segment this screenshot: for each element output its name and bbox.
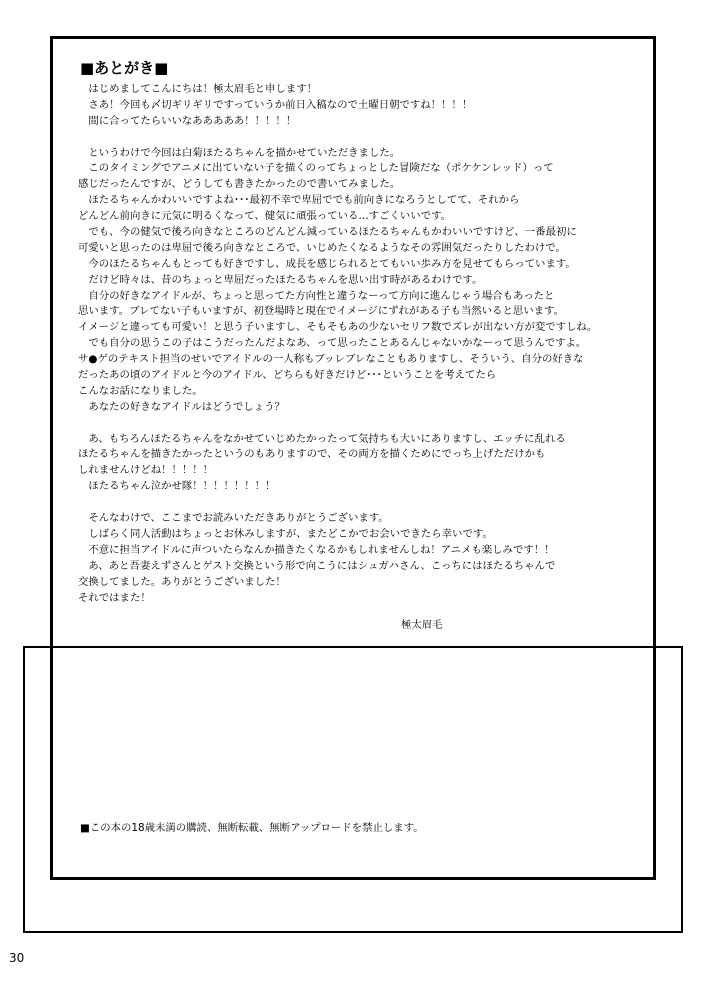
inner-notice-frame bbox=[23, 646, 683, 933]
afterword-line: だったあの頃のアイドルと今のアイドル、どちらも好きだけど･･･ということを考えてたら bbox=[78, 369, 497, 382]
afterword-line: 今のほたるちゃんもとっても好きですし、成長を感じられるとてもいい歩み方を見せてもらっています。 bbox=[78, 257, 576, 270]
afterword-line: そんなわけで、ここまでお読みいただきありがとうございます。 bbox=[78, 512, 389, 525]
afterword-line: それではまた！ bbox=[78, 591, 151, 604]
afterword-line: あ、あと吾妻えずさんとゲスト交換という形で向こうにはシュガハさん、こっちにはほたるちゃんで bbox=[78, 559, 556, 572]
afterword-line: しれませんけどね！！！！！ bbox=[78, 464, 214, 477]
afterword-line: はじめましてこんにちは！極太眉毛と申します！ bbox=[78, 83, 317, 95]
afterword-line: ほたるちゃんを描きたかったというのもありますので、その両方を描くためにでっち上げただけかも bbox=[78, 448, 546, 461]
afterword-line: 間に合ってたらいいなあああああ！！！！！ bbox=[78, 114, 297, 127]
afterword-blank-line bbox=[78, 130, 638, 146]
afterword-line: さあ！今回も〆切ギリギリですっていうか前日入稿なので土曜日朝ですね！！！！ bbox=[78, 98, 473, 111]
afterword-line: 感じだったんですが、どうしても書きたかったので書いてみました。 bbox=[78, 178, 401, 191]
afterword-line: あ、もちろんほたるちゃんをなかせていじめたかったって気持ちも大いにありますし、エッチに乱れる bbox=[78, 432, 566, 445]
afterword-line: でも自分の思うこの子はこうだったんだよなあ、って思ったことあるんじゃないかなーって思うんですよ。 bbox=[78, 337, 587, 350]
afterword-line: というわけで今回は白菊ほたるちゃんを描かせていただきました。 bbox=[78, 146, 401, 159]
afterword-body bbox=[78, 82, 638, 606]
afterword-line: 思います。ブレてない子もいますが、初登場時と現在でイメージにずれがある子も当然いると思います。 bbox=[78, 305, 564, 318]
afterword-blank-line bbox=[78, 416, 638, 432]
afterword-line: 可愛いと思ったのは卑屈で後ろ向きなところで、いじめたくなるようなその雰囲気だったりしたわけで。 bbox=[78, 241, 566, 254]
author-signature: 極太眉毛 bbox=[401, 619, 443, 631]
page-number: 30 bbox=[9, 951, 25, 965]
afterword-line: このタイミングでアニメに出ていない子を描くのってちょっとした冒険だな（ポケケンレッド）って bbox=[78, 162, 554, 175]
afterword-line: ほたるちゃんかわいいですよね･･･最初不幸で卑屈ででも前向きになろうとしてて、それから bbox=[78, 194, 520, 207]
afterword-line: どんどん前向きに元気に明るくなって、健気に頑張っている…すごくいいです。 bbox=[78, 210, 452, 223]
afterword-line: サ●ゲのテキスト担当のせいでアイドルの一人称もブッレブレなこともありますし、そういう、自分の好きな bbox=[78, 353, 584, 366]
afterword-line: こんなお話になりました。 bbox=[78, 384, 203, 397]
age-restriction-notice: ■この本の18歳未満の購読、無断転載、無断アップロードを禁止します。 bbox=[80, 822, 424, 834]
afterword-line: 交換してました。ありがとうございました！ bbox=[78, 575, 286, 588]
afterword-blank-line bbox=[78, 495, 638, 511]
afterword-line: イメージと違っても可愛い！と思う子いますし、そもそもあの少ないセリフ数でズレが出ない方が変ですしね。 bbox=[78, 321, 598, 334]
afterword-line: だけど時々は、昔のちょっと卑屈だったほたるちゃんを思い出す時があるわけです。 bbox=[78, 273, 483, 286]
afterword-line: 不意に担当アイドルに声ついたらなんか描きたくなるかもしれませんしね！アニメも楽しみです！！ bbox=[78, 543, 555, 556]
afterword-line: あなたの好きなアイドルはどうでしょう？ bbox=[78, 400, 285, 413]
afterword-heading: ■あとがき■ bbox=[80, 59, 169, 77]
afterword-line: ほたるちゃん泣かせ隊！！！！！！！！ bbox=[78, 480, 276, 493]
afterword-line: しばらく同人活動はちょっとお休みしますが、またどこかでお会いできたら幸いです。 bbox=[78, 527, 493, 540]
afterword-line: 自分の好きなアイドルが、ちょっと思ってた方向性と違うなーって方向に進んじゃう場合もあったと bbox=[78, 289, 555, 302]
afterword-line: でも、今の健気で後ろ向きなところのどんどん減っているほたるちゃんもかわいいですけど、一番最初に bbox=[78, 226, 577, 239]
